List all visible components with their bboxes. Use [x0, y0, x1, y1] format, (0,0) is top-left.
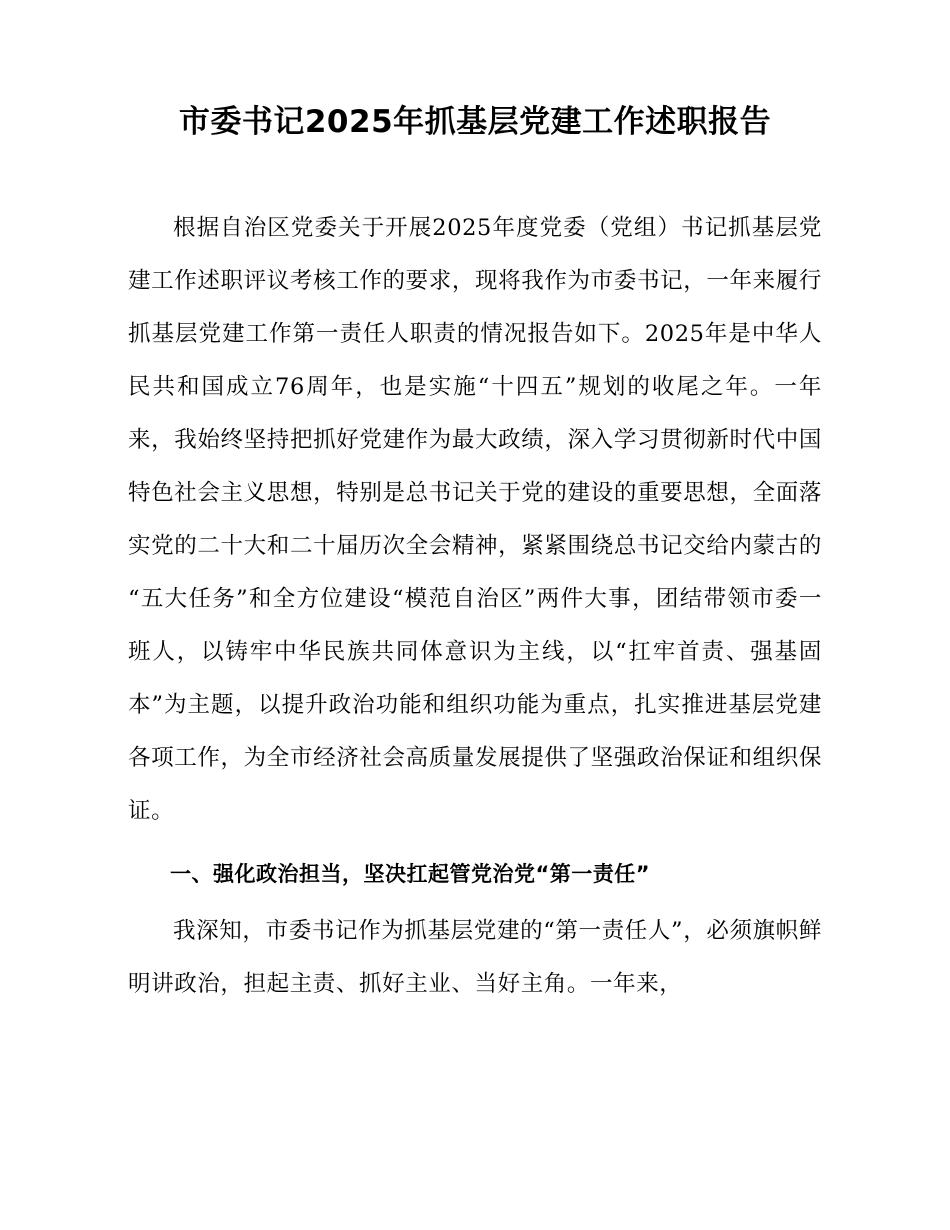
paragraph-section-1-body: 我深知，市委书记作为抓基层党建的“第一责任人”，必须旗帜鲜明讲政治，担起主责、抓好主业、当好主角。一年来，: [128, 918, 822, 997]
section-heading-1: 一、强化政治担当，坚决扛起管党治党“第一责任”: [170, 862, 651, 886]
page-title: 市委书记2025年抓基层党建工作述职报告: [178, 104, 772, 140]
paragraph-intro: 根据自治区党委关于开展2025年度党委（党组）书记抓基层党建工作述职评议考核工作的要求，现将我作为市委书记，一年来履行抓基层党建工作第一责任人职责的情况报告如下。2025年是中华人民共和国成立76周年，也是实施“十四五”规划的收尾之年。一年来，我始终坚持把抓好党建作为最大政绩，深入学习贯彻新时代中国特色社会主义思想，特别是总书记关于党的建设的重要思想，全面落实党的二十大和二十届历次全会精神，紧紧围绕总书记交给内蒙古的“五大任务”和全方位建设“模范自治区”两件大事，团结带领市委一班人，以铸牢中华民族共同体意识为主线，以“扛牢首责、强基固本”为主题，以提升政治功能和组织功能为重点，扎实推进基层党建各项工作，为全市经济社会高质量发展提供了坚强政治保证和组织保证。: [128, 215, 822, 824]
